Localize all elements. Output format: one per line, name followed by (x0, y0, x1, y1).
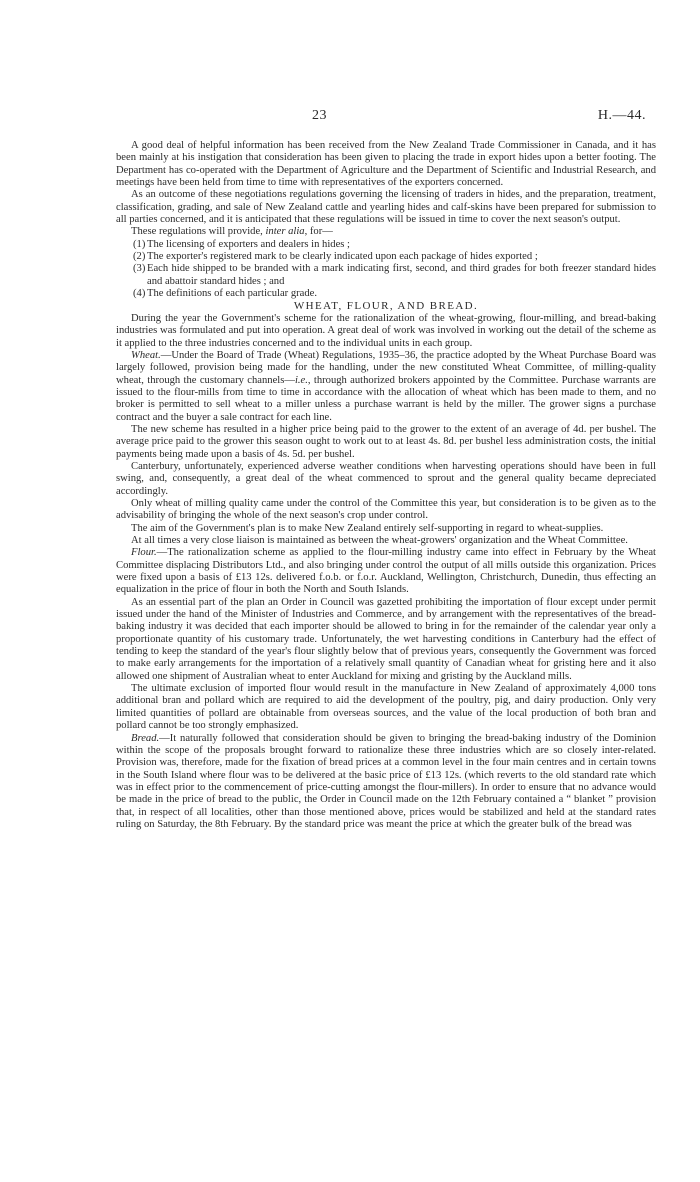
paragraph-text: , for— (304, 226, 333, 238)
list-item (116, 263, 656, 288)
paragraph: At all times a very close liaison is maintained as between the wheat-growers' organization and the Wheat Committee. (131, 535, 628, 546)
list-item-text: Each hide shipped to be branded with a mark indicating first, second, and third grades for both freezer standard hides and abattoir standard hides ; and (147, 263, 656, 287)
list-item (116, 251, 656, 263)
document-body (116, 140, 656, 831)
paragraph-text: , through authorized brokers appointed by the Committee. Purchase warrants are issued to the flour-mills from time to time in accordance with the allocation of wheat which has been made to them, and no broker is permitted to sell wheat to a miller unless a purchase warrant is held by the miller. The grower signs a purchase contract and the buyer a sale contract for each line. (116, 374, 656, 423)
page-number: 23 (312, 108, 327, 123)
list-item (116, 288, 656, 300)
paragraph: The ultimate exclusion of imported flour would result in the manufacture in New Zealand of approximately 4,000 tons additional bran and pollard which are required to aid the development of the poultry, pig, and dairy production. Only very limited quantities of pollard are obtainable from overseas sources, and the value of the local production of both bran and pollard cannot be too strongly emphasized. (116, 683, 656, 732)
paragraph-text: —It naturally followed that consideration should be given to bringing the bread-baking industry of the Dominion within the scope of the proposals brought forward to rationalize these three industries which are so closely inter-related. Provision was, therefore, made for the fixation of bread prices at a common level in the four main centres and in certain towns in the South Island where flour was to be delivered at the basic price of £13 12s. (which reverts to the old standard rate which was in effect prior to the commencement of price-cutting amongst the flour-millers). In order to ensure that no advance would be made in the price of bread to the public, the Order in Council made on the 12th February contained a “ blanket ” provision that, in respect of all localities, other than those mentioned above, prices would be stabilized and held at the standard rates ruling on Saturday, the 8th February. By the standard price was meant the price at which the greater bulk of the bread was (116, 732, 656, 830)
paragraph: Canterbury, unfortunately, experienced adverse weather conditions when harvesting operations should have been in full swing, and, consequently, a great deal of the wheat commenced to sprout and the general quality became depreciated accordingly. (116, 460, 656, 497)
paragraph (116, 733, 656, 832)
list-item-number: (1) (133, 238, 146, 250)
paragraph: During the year the Government's scheme for the rationalization of the wheat-growing, flour-milling, and bread-baking industries was formulated and put into operation. A great deal of work was involved in working out the detail of the scheme as it applied to the three industries concerned and to the individual units in each group. (116, 312, 656, 349)
list-item (116, 239, 656, 251)
paragraph (116, 226, 656, 238)
list-item-text: The definitions of each particular grade. (147, 288, 318, 300)
abbreviation: i.e. (294, 374, 308, 386)
paragraph: The new scheme has resulted in a higher price being paid to the grower to the extent of an average of 4d. per bushel. The average price paid to the grower this season ought to work out to at least 4s. 8d. per bushel less administration costs, the initial payments being made upon a basis of 4s. 5d. per bushel. (116, 423, 656, 460)
paragraph: Only wheat of milling quality came under the control of the Committee this year, but consideration is to be given as to the advisability of bringing the whole of the next season's crop under control. (116, 497, 656, 522)
paragraph: As an outcome of these negotiations regulations governing the licensing of traders in hides, and the preparation, treatment, classification, grading, and sale of New Zealand cattle and yearling hides and calf-skins have been prepared for submission to all parties concerned, and it is anticipated that these regulations will be issued in time to cover the next season's output. (116, 189, 656, 226)
paragraph-text: —Under the Board of Trade (Wheat) Regulations, 1935–36, the practice adopted by the Wheat Purchase Board was largely followed, provision being made for the handling, under the new constituted Wheat Committee, of milling-quality wheat, through the customary channels— (116, 349, 656, 386)
paragraph-text: —The rationalization scheme as applied to the flour-milling industry came into effect in February by the Wheat Committee displacing Distributors Ltd., and also bringing under control the output of all mills outside this organization. Prices were fixed upon a basis of £13 12s. delivered f.o.b. or f.o.r. Auckland, Wellington, Christchurch, Dunedin, thus effecting an equalization in the price of flour in both the North and South Islands. (116, 547, 656, 596)
paragraph (116, 547, 656, 596)
latin-phrase: inter alia (265, 226, 305, 238)
paragraph-text: These regulations will provide, (131, 226, 266, 238)
document-reference: H.—44. (597, 108, 646, 123)
paragraph: The aim of the Government's plan is to make New Zealand entirely self-supporting in regard to wheat-supplies. (131, 522, 604, 534)
regulations-list (116, 239, 656, 301)
subsection-lead: Bread. (131, 732, 160, 744)
list-item-text: The exporter's registered mark to be clearly indicated upon each package of hides exported ; (147, 251, 538, 263)
list-item-number: (2) (133, 251, 146, 263)
section-heading: WHEAT, FLOUR, AND BREAD. (293, 300, 479, 313)
subsection-lead: Wheat. (131, 349, 161, 361)
list-item-text: The licensing of exporters and dealers in hides ; (147, 238, 350, 250)
list-item-number: (3) (133, 263, 146, 275)
paragraph: A good deal of helpful information has been received from the New Zealand Trade Commissioner in Canada, and it has been mainly at his instigation that consideration has been given to placing the trade in export hides upon a better footing. The Department has co-operated with the Department of Agriculture and the Department of Scientific and Industrial Research, and meetings have been held from time to time with representatives of the exporters concerned. (116, 140, 656, 189)
paragraph (116, 350, 656, 424)
paragraph: As an essential part of the plan an Order in Council was gazetted prohibiting the importation of flour except under permit issued under the hand of the Minister of Industries and Commerce, and by arrangement with the representatives of the bread-baking industry it was decided that each importer should be allowed to bring in for the remainder of the calendar year only a proportionate quantity of his customary trade. Unfortunately, the wet harvesting conditions in Canterbury had the effect of tending to keep the standard of the year's flour slightly below that of previous years, consequently the Government was forced to make early arrangements for the importation of a relatively small quantity of Canadian wheat for gristing here and it also allowed one shipment of Australian wheat to enter Auckland for mixing and gristing by the Auckland mills. (116, 596, 656, 682)
list-item-number: (4) (133, 288, 146, 300)
subsection-lead: Flour. (131, 547, 157, 559)
